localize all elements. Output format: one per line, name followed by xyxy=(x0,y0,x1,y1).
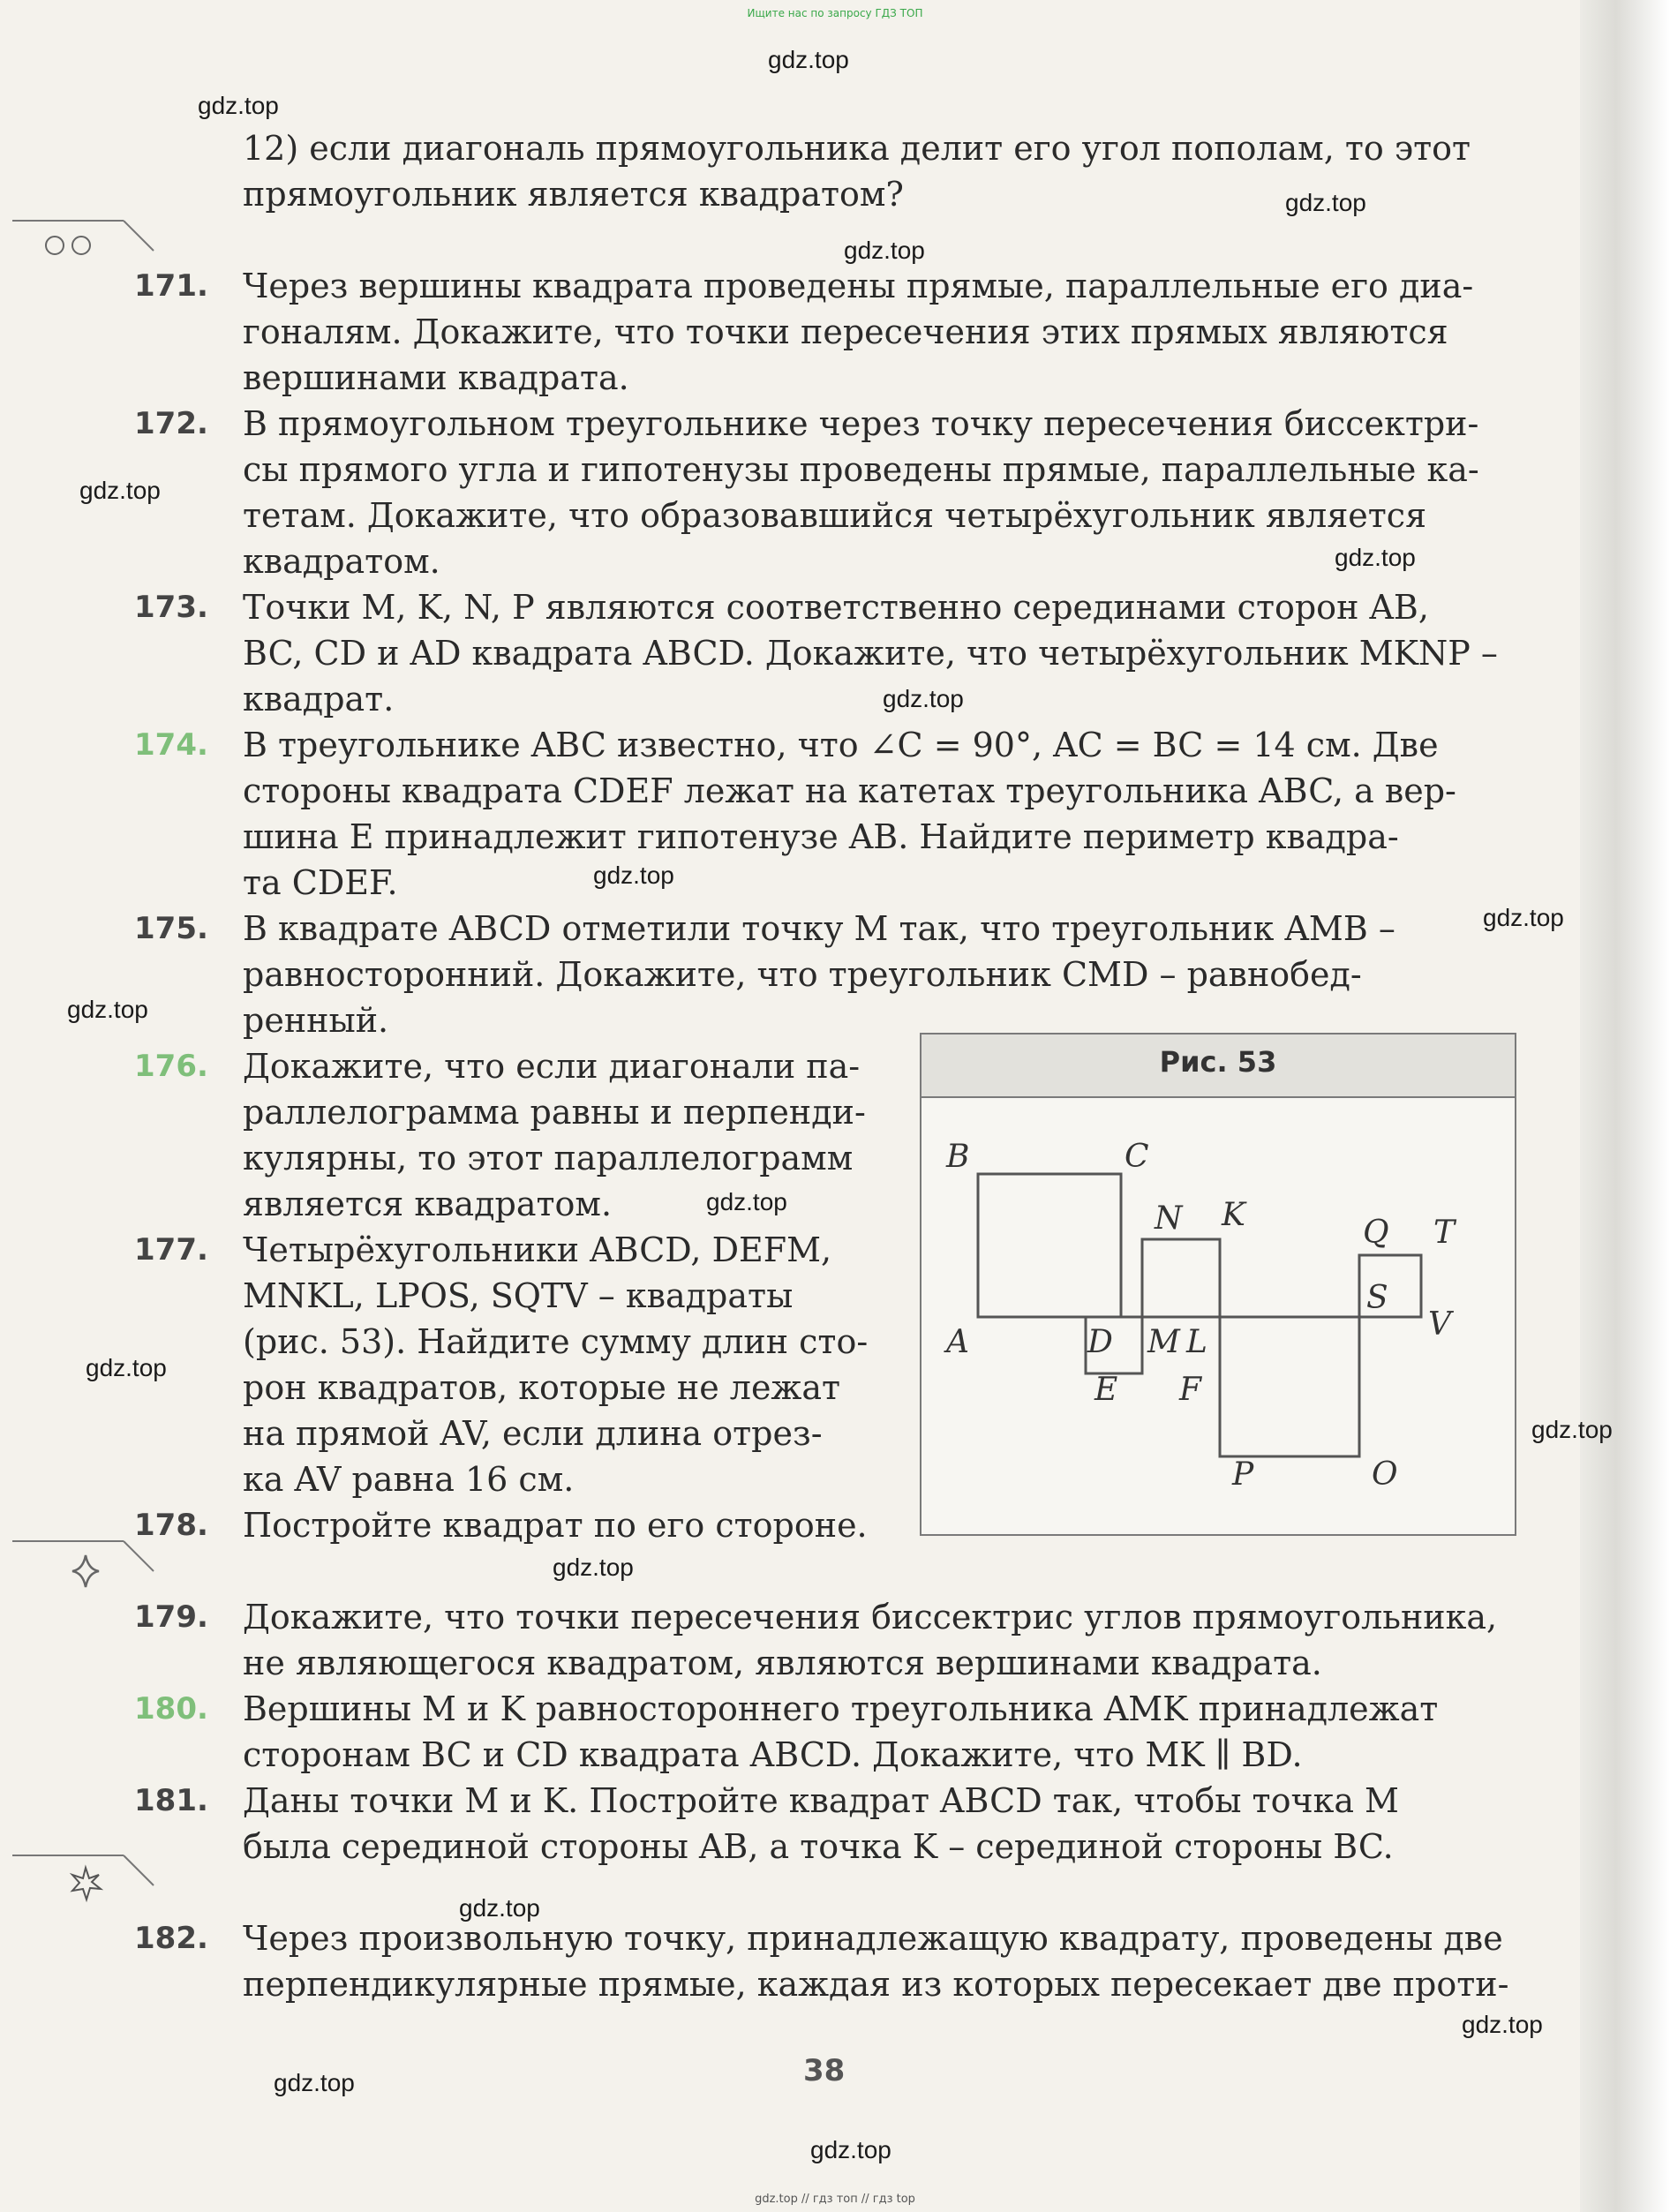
text-line: прямоугольник является квадратом? xyxy=(243,175,904,214)
text-line: квадрат. xyxy=(243,680,395,719)
square-MNKL xyxy=(1142,1239,1220,1317)
text-line: Докажите, что если диагонали па- xyxy=(243,1047,861,1086)
text-line: Вершины M и K равностороннего треугольника AMK принадлежат xyxy=(243,1689,1439,1728)
text-line: (рис. 53). Найдите сумму длин сто- xyxy=(243,1322,869,1361)
problem-number: 172. xyxy=(134,406,208,441)
text-line: сторонам BC и CD квадрата ABCD. Докажите, что MK ∥ BD. xyxy=(243,1735,1303,1774)
text-line: Через вершины квадрата проведены прямые, параллельные его диа- xyxy=(243,267,1474,305)
text-line: сы прямого угла и гипотенузы проведены прямые, параллельные ка- xyxy=(243,450,1479,489)
text-line: В треугольнике ABC известно, что ∠C = 90°, AC = BC = 14 см. Две xyxy=(243,726,1439,764)
text-line: В квадрате ABCD отметили точку M так, что треугольник AMB – xyxy=(243,909,1395,948)
label-M: M xyxy=(1147,1324,1180,1360)
text-line: Докажите, что точки пересечения биссектрис углов прямоугольника, xyxy=(243,1598,1498,1636)
watermark: gdz.top xyxy=(1531,1416,1613,1443)
text-line: перпендикулярные прямые, каждая из которых пересекает две проти- xyxy=(243,1965,1509,2004)
bottom-banner: gdz.top // гдз топ // гдз top xyxy=(755,2193,915,2206)
text-line: стороны квадрата CDEF лежат на катетах треугольника ABC, а вер- xyxy=(243,771,1456,810)
watermark: gdz.top xyxy=(198,92,279,119)
problem-number: 176. xyxy=(134,1049,208,1084)
top-banner: Ищите нас по запросу ГДЗ ТОП xyxy=(747,7,923,19)
watermark: gdz.top xyxy=(1285,189,1366,216)
text-line: 12) если диагональ прямоугольника делит его угол пополам, то этот xyxy=(243,129,1471,168)
label-O: O xyxy=(1372,1456,1398,1493)
text-line: Даны точки M и K. Постройте квадрат ABCD так, чтобы точка M xyxy=(243,1781,1399,1820)
text-line: Точки M, K, N, P являются соответственно серединами сторон AB, xyxy=(243,588,1429,627)
label-T: T xyxy=(1433,1215,1456,1251)
watermark: gdz.top xyxy=(844,237,925,264)
watermark: gdz.top xyxy=(79,477,161,504)
figure-title: Рис. 53 xyxy=(1159,1045,1277,1079)
text-line: на прямой AV, если длина отрез- xyxy=(243,1414,823,1453)
text-line: ка AV равна 16 см. xyxy=(243,1460,575,1499)
problem-number: 173. xyxy=(134,590,208,625)
label-E: E xyxy=(1095,1372,1118,1408)
label-Q: Q xyxy=(1363,1215,1389,1251)
label-V: V xyxy=(1428,1306,1451,1343)
figure-53 xyxy=(920,1033,1516,1536)
watermark: gdz.top xyxy=(86,1354,167,1381)
watermark: gdz.top xyxy=(706,1188,787,1215)
label-L: L xyxy=(1186,1324,1207,1360)
text-line: квадратом. xyxy=(243,542,440,581)
text-line: не являющегося квадратом, являются вершинами квадрата. xyxy=(243,1644,1322,1682)
squares-diagram xyxy=(922,1035,1515,1534)
square-LPOS xyxy=(1220,1317,1359,1456)
text-line: MNKL, LPOS, SQTV – квадраты xyxy=(243,1276,794,1315)
text-line: шина E принадлежит гипотенузе AB. Найдите периметр квадра- xyxy=(243,817,1399,856)
watermark: gdz.top xyxy=(768,46,849,73)
text-line: равносторонний. Докажите, что треугольник CMD – равнобед- xyxy=(243,955,1362,994)
watermark: gdz.top xyxy=(553,1554,634,1581)
problem-number: 180. xyxy=(134,1691,208,1727)
label-S: S xyxy=(1366,1280,1388,1316)
text-line: та CDEF. xyxy=(243,863,398,902)
level-two-circles-icon xyxy=(11,217,982,261)
watermark: gdz.top xyxy=(810,2136,891,2163)
problem-number: 181. xyxy=(134,1783,208,1818)
text-line: является квадратом. xyxy=(243,1185,613,1223)
text-line: BC, CD и AD квадрата ABCD. Докажите, что четырёхугольник MKNP – xyxy=(243,634,1498,673)
watermark: gdz.top xyxy=(1462,2011,1543,2038)
label-F: F xyxy=(1179,1372,1201,1408)
watermark: gdz.top xyxy=(459,1894,540,1922)
text-line: ренный. xyxy=(243,1001,389,1040)
text-line: раллелограмма равны и перпенди- xyxy=(243,1093,866,1132)
problem-number: 175. xyxy=(134,911,208,946)
watermark: gdz.top xyxy=(593,861,674,889)
watermark: gdz.top xyxy=(883,685,964,712)
text-line: кулярны, то этот параллелограмм xyxy=(243,1139,854,1177)
label-N: N xyxy=(1155,1200,1183,1237)
page-number: 38 xyxy=(803,2053,846,2088)
square-ABCD xyxy=(978,1174,1121,1317)
watermark: gdz.top xyxy=(1335,544,1416,571)
text-line: В прямоугольном треугольнике через точку пересечения биссектри- xyxy=(243,404,1479,443)
page-edge xyxy=(1580,0,1670,2212)
text-line: вершинами квадрата. xyxy=(243,358,629,397)
text-line: гоналям. Докажите, что точки пересечения этих прямых являются xyxy=(243,312,1448,351)
text-line: Постройте квадрат по его стороне. xyxy=(243,1506,868,1545)
problem-number: 174. xyxy=(134,727,208,763)
label-B: B xyxy=(946,1139,970,1175)
text-line: тетам. Докажите, что образовавшийся четырёхугольник является xyxy=(243,496,1427,535)
problem-number: 179. xyxy=(134,1599,208,1635)
problem-number: 171. xyxy=(134,268,208,304)
label-A: A xyxy=(946,1324,969,1360)
label-P: P xyxy=(1232,1456,1254,1493)
problem-number: 178. xyxy=(134,1508,208,1543)
problem-number: 182. xyxy=(134,1921,208,1956)
problem-number: 177. xyxy=(134,1232,208,1268)
label-D: D xyxy=(1087,1324,1113,1360)
text-line: рон квадратов, которые не лежат xyxy=(243,1368,841,1407)
text-line: была серединой стороны AB, а точка K – серединой стороны BC. xyxy=(243,1827,1394,1866)
watermark: gdz.top xyxy=(67,996,148,1023)
label-K: K xyxy=(1222,1197,1245,1233)
text-line: Четырёхугольники ABCD, DEFM, xyxy=(243,1230,832,1269)
level-burst-star-icon xyxy=(11,1852,275,1905)
watermark: gdz.top xyxy=(274,2069,355,2096)
watermark: gdz.top xyxy=(1483,904,1564,931)
text-line: Через произвольную точку, принадлежащую квадрату, проведены две xyxy=(243,1919,1503,1958)
label-C: C xyxy=(1125,1139,1149,1175)
